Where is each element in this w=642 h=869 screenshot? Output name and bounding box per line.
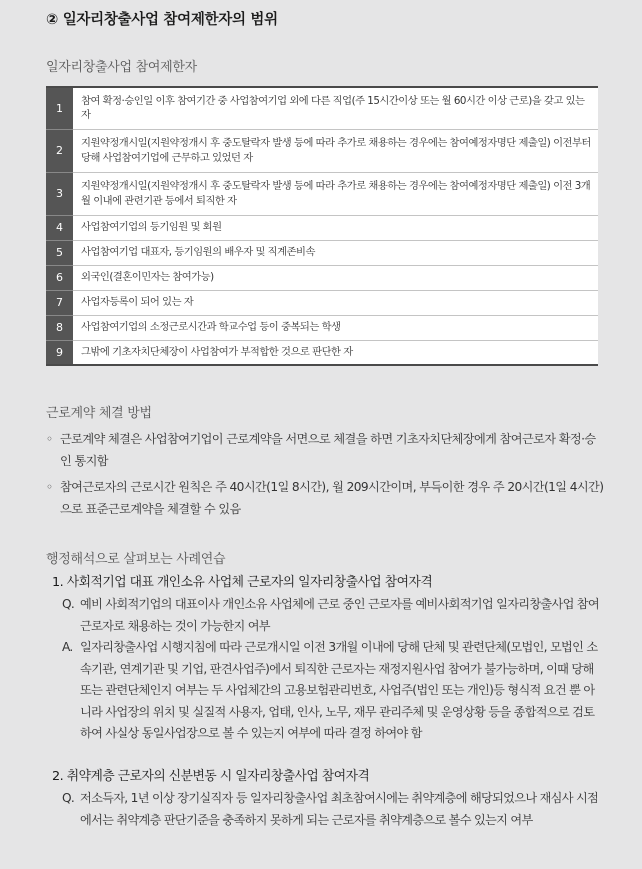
question-mark: Q.	[62, 597, 75, 611]
list-item	[46, 428, 606, 472]
row-text: 사업참여기업의 등기임원 및 회원	[73, 215, 598, 240]
case-title: 1. 사회적기업 대표 개인소유 사업체 근로자의 일자리창출사업 참여자격	[52, 575, 433, 590]
question	[62, 594, 604, 637]
question-text: 예비 사회적기업의 대표이사 개인소유 사업체에 근로 중인 근로자를 예비사회적기업 일자리창출사업 참여근로자로 채용하는 것이 가능한지 여부	[80, 597, 599, 633]
case-title: 2. 취약계층 근로자의 신분변동 시 일자리창출사업 참여자격	[52, 769, 370, 784]
question	[62, 788, 604, 831]
restrictions-table	[46, 86, 598, 366]
row-text: 그밖에 기초자치단체장이 사업참여가 부적합한 것으로 판단한 자	[73, 340, 598, 365]
table-row	[46, 240, 598, 265]
table-row	[46, 129, 598, 172]
row-text: 사업참여기업 대표자, 등기임원의 배우자 및 직계존비속	[73, 240, 598, 265]
question-text: 저소득자, 1년 이상 장기실직자 등 일자리창출사업 최초참여시에는 취약계층에 해당되었으나 재심사 시점에서는 취약계층 판단기준을 충족하지 못하게 되는 근로자를 취약계층으로 볼수 있는지 여부	[80, 791, 599, 827]
row-number: 3	[46, 172, 73, 215]
row-number: 4	[46, 215, 73, 240]
row-text: 사업참여기업의 소정근로시간과 학교수업 등이 중복되는 학생	[73, 315, 598, 340]
row-text: 사업자등록이 되어 있는 자	[73, 290, 598, 315]
table-row	[46, 340, 598, 365]
row-number: 8	[46, 315, 73, 340]
row-text: 지원약정개시일(지원약정개시 후 중도탈락자 발생 등에 따라 추가로 채용하는 경우에는 참여예정자명단 제출일) 이전부터 당해 사업참여기업에 근무하고 있었던 자	[73, 129, 598, 172]
table-row	[46, 87, 598, 129]
row-number: 6	[46, 265, 73, 290]
row-number: 9	[46, 340, 73, 365]
list-item-text: 참여근로자의 근로시간 원칙은 주 40시간(1일 8시간), 월 209시간이며, 부득이한 경우 주 20시간(1일 4시간)으로 표준근로계약을 체결할 수 있음	[60, 480, 604, 516]
table-row	[46, 315, 598, 340]
row-number: 5	[46, 240, 73, 265]
case-2	[52, 766, 604, 831]
list-item	[46, 476, 606, 520]
answer	[62, 637, 604, 745]
answer-text: 일자리창출사업 시행지침에 따라 근로개시일 이전 3개월 이내에 당해 단체 및 관련단체(모법인, 모법인 소속기관, 연계기관 및 기업, 판견사업주)에서 퇴직한 근로자는 재정지원사업 참여가 불가능하며, 이때 당해 또는 관련단체인지 여부는 두 사업체간의 고용보험관리번호, 사업주(법인 또는 개인)등 형식적 요건 뿐 아니라 사업장의 위치 및 실질적 사용자, 업태, 인사, 노무, 재무 관리주체 및 운영상황 등을 종합적으로 검토하여 사실상 동일사업장으로 볼 수 있는지 여부에 따라 결정 하여야 함	[80, 640, 598, 740]
row-text: 지원약정개시일(지원약정개시 후 중도탈락자 발생 등에 따라 추가로 채용하는 경우에는 참여예정자명단 제출일) 이전 3개월 이내에 관련기관 등에서 퇴직한 자	[73, 172, 598, 215]
table-row	[46, 290, 598, 315]
answer-mark: A.	[62, 640, 73, 654]
row-number: 7	[46, 290, 73, 315]
list-item-text: 근로계약 체결은 사업참여기업이 근로계약을 서면으로 체결을 하면 기초자치단체장에게 참여근로자 확정·승인 통지함	[60, 432, 596, 468]
row-number: 2	[46, 129, 73, 172]
table-row	[46, 215, 598, 240]
row-text: 외국인(결혼이민자는 참여가능)	[73, 265, 598, 290]
section-heading: ② 일자리창출사업 참여제한자의 범위	[46, 12, 278, 28]
contract-label: 근로계약 체결 방법	[46, 406, 152, 421]
bullet-icon: ◦	[46, 432, 53, 446]
table-row	[46, 265, 598, 290]
bullet-icon: ◦	[46, 480, 53, 494]
case-1	[52, 572, 604, 745]
cases-label: 행정해석으로 살펴보는 사례연습	[46, 552, 226, 567]
contract-list	[46, 428, 606, 524]
restrictions-label: 일자리창출사업 참여제한자	[46, 60, 197, 75]
question-mark: Q.	[62, 791, 75, 805]
row-text: 참여 확정·승인일 이후 참여기간 중 사업참여기업 외에 다른 직업(주 15시간이상 또는 월 60시간 이상 근로)을 갖고 있는 자	[73, 87, 598, 129]
row-number: 1	[46, 87, 73, 129]
table-row	[46, 172, 598, 215]
